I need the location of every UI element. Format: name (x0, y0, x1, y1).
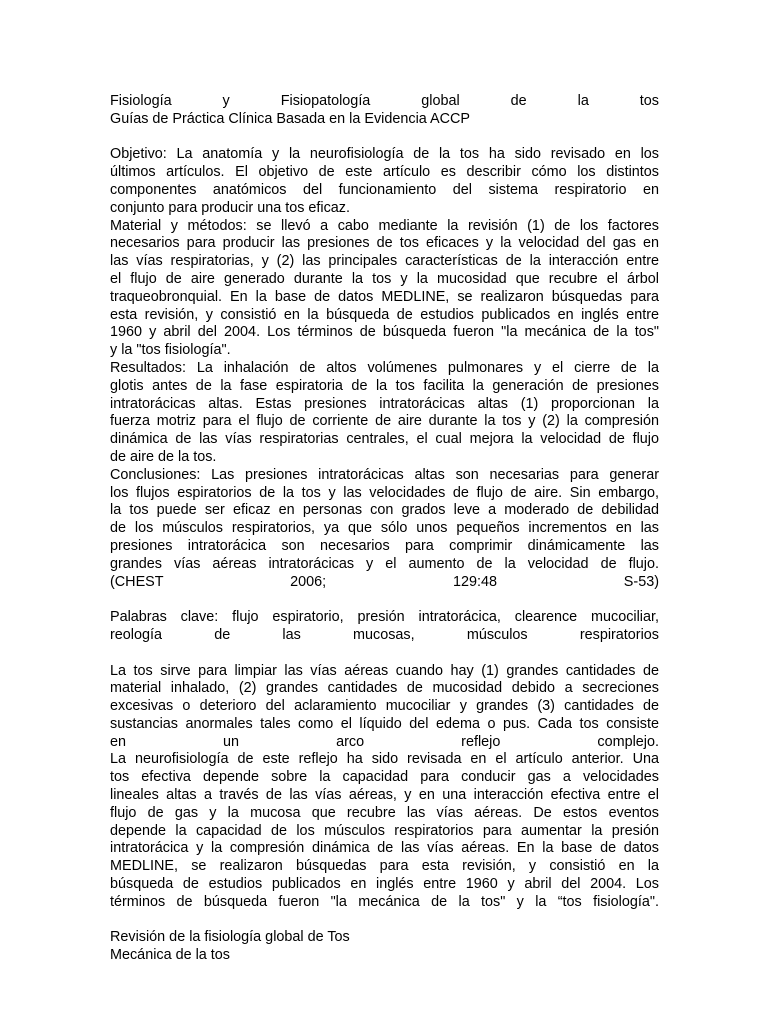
text-line: necesarios para producir las presiones de tos eficaces y la velocidad del gas en (110, 235, 659, 252)
text-line: dinámica de las vías respiratorias centrales, el cual mejora la velocidad de flujo (110, 431, 659, 448)
text-line: Material y métodos: se llevó a cabo mediante la revisión (1) de los factores (110, 217, 659, 234)
text-line: las vías respiratorias, y (2) las principales características de la interacción entre (110, 253, 659, 270)
text-line: el flujo de aire generado durante la tos y la mucosidad que recubre el árbol (110, 270, 659, 287)
text-line: esta revisión, y consistió en la búsqueda de estudios publicados en inglés entre (110, 306, 659, 323)
text-line: lineales altas a través de las vías aéreas, y en una interacción efectiva entre el (110, 787, 659, 804)
text-line: (CHEST 2006; 129:48 S-53) (110, 573, 659, 590)
document-page (110, 93, 659, 965)
text-line: MEDLINE, se realizaron búsquedas para esta revisión, y consistió en la (110, 858, 659, 875)
text-line: conjunto para producir una tos eficaz. (110, 199, 350, 216)
text-line: Palabras clave: flujo espiratorio, presión intratorácica, clearence mucociliar, (110, 609, 659, 626)
body-paragraph-2 (110, 751, 659, 911)
text-line: de los músculos respiratorios, ya que sólo unos pequeños incrementos en las (110, 520, 659, 537)
body-paragraph-1 (110, 663, 659, 752)
text-line: Revisión de la fisiología global de Tos (110, 929, 350, 946)
text-line: intratorácicas altas. Estas presiones intratorácicas altas (1) proporcionan la (110, 395, 659, 412)
text-line: La tos sirve para limpiar las vías aéreas cuando hay (1) grandes cantidades de (110, 662, 659, 679)
text-line: y la "tos fisiología". (110, 342, 231, 359)
text-line: depende la capacidad de los músculos respiratorios para aumentar la presión (110, 822, 659, 839)
text-line: componentes anatómicos del funcionamiento del sistema respiratorio en (110, 181, 659, 198)
text-line: presiones intratorácica son necesarios para comprimir dinámicamente las (110, 537, 659, 554)
abstract-objetivo (110, 146, 659, 217)
abstract-material-metodos (110, 218, 659, 360)
blank-line (110, 129, 659, 147)
text-line: tos efectiva depende sobre la capacidad para conducir gas a velocidades (110, 769, 659, 786)
text-line: material inhalado, (2) grandes cantidades de mucosidad debido a secreciones (110, 680, 659, 697)
abstract-conclusiones (110, 467, 659, 592)
text-line: búsqueda de estudios publicados en inglés entre 1960 y abril del 2004. Los (110, 876, 659, 893)
blank-line (110, 912, 659, 930)
text-line: términos de búsqueda fueron "la mecánica de la tos" y la “tos fisiología". (110, 893, 659, 910)
text-line: la tos puede ser eficaz en personas con grados leve a moderado de debilidad (110, 502, 659, 519)
text-line: sustancias anormales tales como el líquido del edema o pus. Cada tos consiste (110, 715, 659, 732)
text-line: Fisiología y Fisiopatología global de la tos (110, 93, 659, 109)
text-line: flujo de gas y la mucosa que recubre las vías aéreas. De estos eventos (110, 804, 659, 821)
text-line: glotis antes de la fase espiratoria de la tos facilita la generación de presiones (110, 377, 659, 394)
text-line: Guías de Práctica Clínica Basada en la Evidencia ACCP (110, 110, 470, 127)
text-line: grandes vías aéreas intratorácicas y el aumento de la velocidad de flujo. (110, 555, 659, 572)
text-line: fuerza motriz para el flujo de corriente de aire durante la tos y (2) la compresión (110, 413, 659, 430)
text-line: La neurofisiología de este reflejo ha sido revisada en el artículo anterior. Una (110, 751, 659, 768)
blank-line (110, 591, 659, 609)
text-line: Objetivo: La anatomía y la neurofisiología de la tos ha sido revisado en los (110, 146, 659, 163)
abstract-resultados (110, 360, 659, 467)
text-line: los flujos espiratorios de la tos y las velocidades de flujo de aire. Sin embargo, (110, 484, 659, 501)
text-line: intratorácica y la compresión dinámica de las vías aéreas. En la base de datos (110, 840, 659, 857)
text-line: Conclusiones: Las presiones intratorácicas altas son necesarias para generar (110, 466, 659, 483)
text-line: Mecánica de la tos (110, 947, 230, 964)
text-line: 1960 y abril del 2004. Los términos de búsqueda fueron "la mecánica de la tos" (110, 324, 659, 341)
section-headings (110, 929, 659, 965)
text-line: últimos artículos. El objetivo de este artículo es describir cómo los distintos (110, 164, 659, 181)
keywords-paragraph (110, 609, 659, 645)
text-line: reología de las mucosas, músculos respiratorios (110, 626, 659, 643)
text-line: en un arco reflejo complejo. (110, 733, 659, 750)
text-line: de aire de la tos. (110, 448, 217, 465)
title-block (110, 93, 659, 129)
text-line: Resultados: La inhalación de altos volúmenes pulmonares y el cierre de la (110, 359, 659, 376)
text-line: excesivas o deterioro del aclaramiento mucociliar y grandes (3) cantidades de (110, 698, 659, 715)
text-line: traqueobronquial. En la base de datos MEDLINE, se realizaron búsquedas para (110, 288, 659, 305)
blank-line (110, 645, 659, 663)
